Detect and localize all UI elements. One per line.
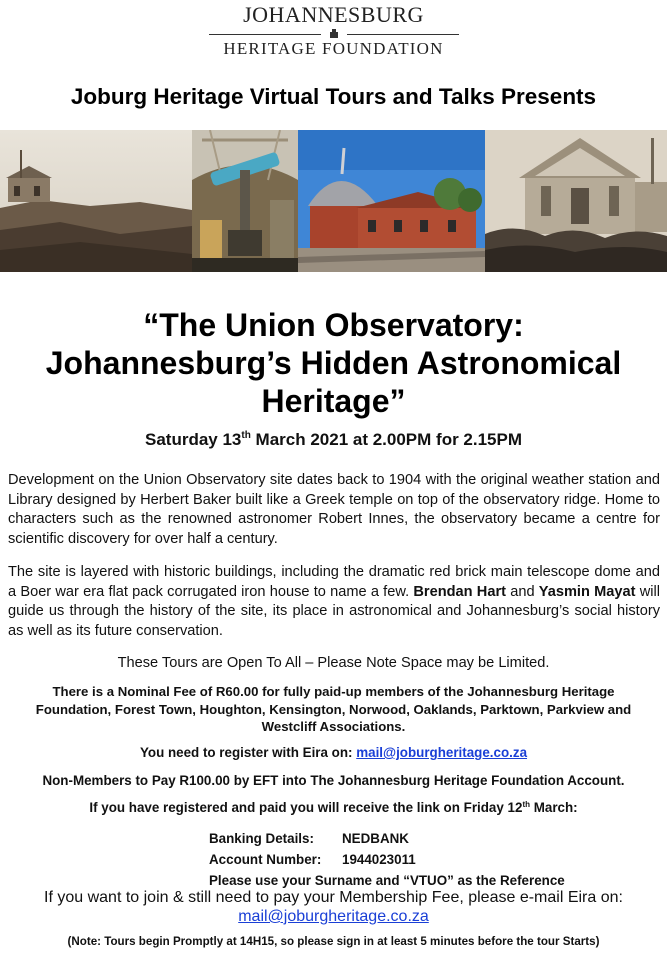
description-paragraph-2: [8, 563, 660, 641]
link-notice-prefix: If you have registered and paid you will receive the link on Friday 12: [89, 800, 523, 815]
banking-details: [209, 828, 565, 891]
link-notice: [0, 800, 667, 815]
para2-text-b: will guide us through the history of the site, its place in astronomical and Johannesburg’s social history as well as its future conservation.: [8, 583, 660, 639]
bank-row: [209, 828, 565, 849]
photo-archive-hilltop: [0, 130, 192, 272]
photo-strip: [0, 130, 667, 272]
account-label: Account Number:: [209, 852, 322, 867]
title-line-2: Johannesburg’s Hidden Astronomical: [45, 345, 622, 381]
timing-note: (Note: Tours begin Promptly at 14H15, so please sign in at least 5 minutes before the tour Starts): [67, 935, 600, 948]
title-line-1: “The Union Observatory:: [143, 307, 524, 343]
open-to-all-notice: These Tours are Open To All – Please Note Space may be Limited.: [117, 655, 550, 671]
logo-text-top: JOHANNESBURG: [243, 2, 424, 27]
para2-text-a: The site is layered with historic buildings, including the dramatic red brick main telescope dome and a Boer war era flat pack corrugated iron house to name a few.: [8, 564, 660, 600]
photo-telescope-interior: [192, 130, 298, 272]
guide-name-1: Brendan Hart: [413, 583, 506, 600]
photo-archive-crowd: [485, 130, 667, 272]
event-date: [0, 430, 667, 450]
date-suffix: March 2021 at 2.00PM for 2.15PM: [250, 430, 523, 449]
photo-observatory-dome: [298, 130, 485, 272]
foundation-logo: [0, 2, 667, 59]
account-row: [209, 849, 565, 870]
link-notice-ordinal: th: [522, 800, 531, 809]
account-value: 1944023011: [342, 852, 416, 867]
logo-text-bottom: HERITAGE FOUNDATION: [223, 39, 444, 58]
description-paragraph-1: Development on the Union Observatory site dates back to 1904 with the original weather station and Library designed by Herbert Baker built like a Greek temple on top of the observatory ridge. Home to characters such as the renowned astronomer Robert Innes, the observatory became a centre for scientific discovery for over half a century.: [8, 472, 660, 547]
member-fee-notice: There is a Nominal Fee of R60.00 for fully paid-up members of the Johannesburg Heritage Foundation, Forest Town, Houghton, Kensington, Norwood, Oaklands, Parktown, Parkview and Westcliff Associations.: [35, 684, 632, 734]
membership-text: If you want to join & still need to pay your Membership Fee, please e-mail Eira on:: [44, 889, 623, 906]
reference-instruction: Please use your Surname and “VTUO” as the Reference: [209, 873, 565, 888]
logo-divider: [209, 29, 459, 39]
para2-and: and: [506, 583, 539, 600]
non-member-fee-notice: Non-Members to Pay R100.00 by EFT into The Johannesburg Heritage Foundation Account.: [42, 773, 625, 788]
date-ordinal: th: [241, 430, 251, 441]
register-email-link[interactable]: mail@joburgheritage.co.za: [356, 745, 528, 760]
date-prefix: Saturday 13: [144, 430, 242, 449]
bank-label: Banking Details:: [209, 831, 314, 846]
guide-name-2: Yasmin Mayat: [538, 583, 636, 600]
talk-title: [0, 306, 667, 420]
title-line-3: Heritage”: [261, 383, 406, 419]
register-text: You need to register with Eira on:: [139, 745, 357, 760]
register-line: [0, 745, 667, 760]
link-notice-suffix: March:: [530, 800, 578, 815]
series-heading: Joburg Heritage Virtual Tours and Talks Presents: [70, 84, 597, 109]
membership-notice: [0, 888, 667, 926]
emblem-icon: [327, 29, 341, 39]
membership-email-link[interactable]: mail@joburgheritage.co.za: [238, 908, 429, 925]
bank-value: NEDBANK: [342, 831, 409, 846]
